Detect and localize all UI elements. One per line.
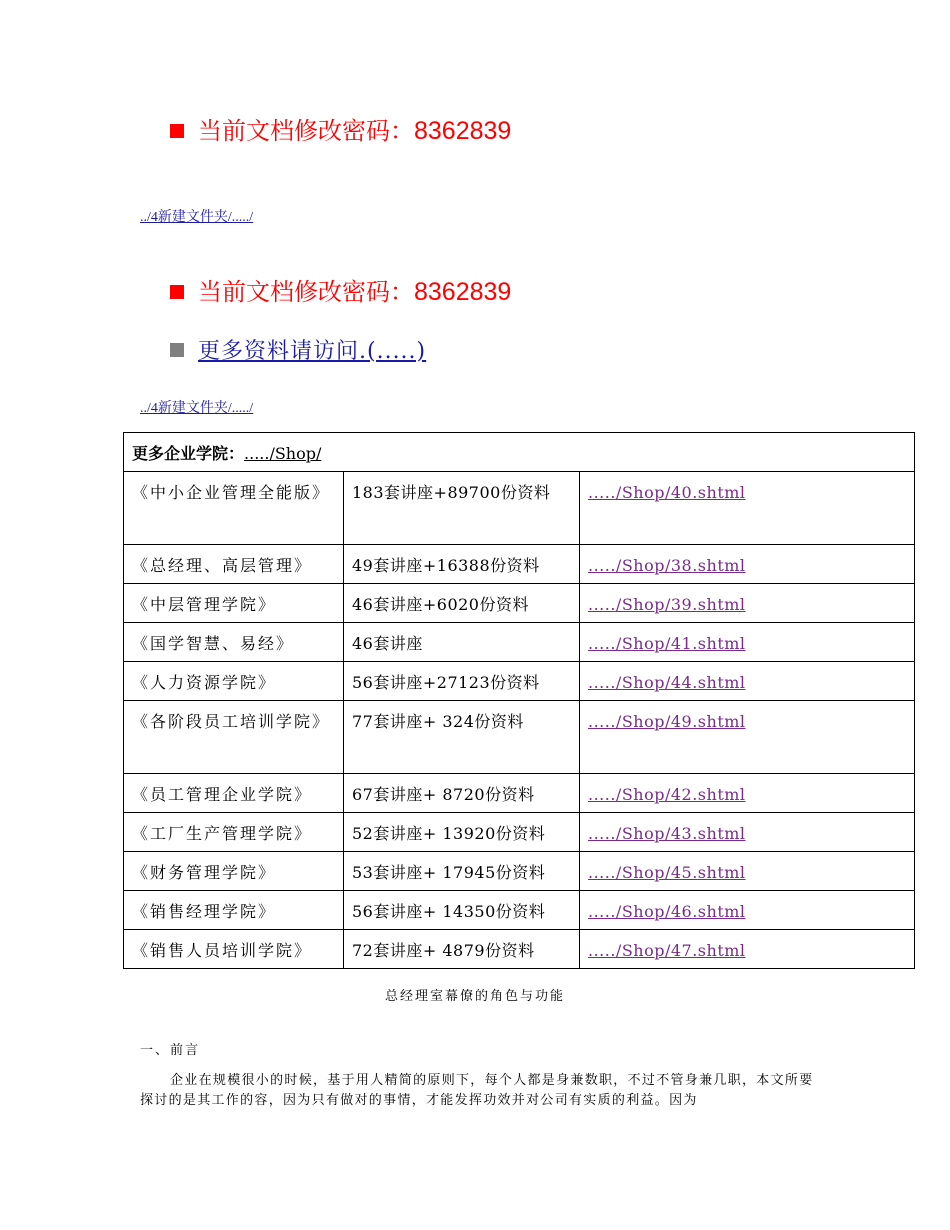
academy-link[interactable]: ...../Shop/49.shtml (588, 712, 746, 731)
password-code: 8362839 (414, 278, 512, 306)
academy-link-cell (580, 774, 915, 813)
shop-link[interactable]: ...../Shop/ (244, 444, 322, 463)
academy-name: 《人力资源学院》 (124, 662, 344, 701)
academy-desc: 52套讲座+ 13920份资料 (344, 813, 580, 852)
table-header-row (124, 433, 915, 472)
password-notice-2 (170, 277, 511, 307)
document-title: 总经理室幕僚的角色与功能 (384, 989, 565, 1004)
academy-link-cell (580, 623, 915, 662)
academy-link[interactable]: ...../Shop/44.shtml (588, 673, 746, 692)
table-row (124, 623, 915, 662)
academy-name: 《财务管理学院》 (124, 852, 344, 891)
password-notice-label: 当前文档修改密码： (198, 278, 414, 306)
table-row (124, 584, 915, 623)
academy-name: 《中层管理学院》 (124, 584, 344, 623)
academy-desc: 46套讲座 (344, 623, 580, 662)
academy-link-cell (580, 701, 915, 774)
academy-name: 《工厂生产管理学院》 (124, 813, 344, 852)
password-code: 8362839 (414, 117, 512, 145)
academy-name: 《员工管理企业学院》 (124, 774, 344, 813)
more-info-line (170, 337, 426, 367)
academy-link[interactable]: ...../Shop/41.shtml (588, 634, 746, 653)
more-info-link[interactable]: 更多资料请访问.(.....) (198, 339, 427, 364)
password-notice-label: 当前文档修改密码： (198, 117, 414, 145)
body-paragraph: 企业在规模很小的时候，基于用人精简的原则下，每个人都是身兼数职，不过不管身兼几职，本文所要探讨的是其工作的容，因为只有做对的事情，才能发挥功效并对公司有实质的利益。因为 (140, 1073, 814, 1108)
academy-name: 《总经理、高层管理》 (124, 545, 344, 584)
academy-link-cell (580, 891, 915, 930)
table-row (124, 930, 915, 969)
academy-name: 《中小企业管理全能版》 (124, 472, 344, 545)
academy-name: 《各阶段员工培训学院》 (124, 701, 344, 774)
table-row (124, 472, 915, 545)
folder-path-link-2[interactable]: ../4新建文件夹/...../ (140, 401, 254, 416)
table-row (124, 701, 915, 774)
academy-desc: 56套讲座+27123份资料 (344, 662, 580, 701)
section-heading: 一、前言 (140, 1043, 201, 1058)
academy-link-cell (580, 545, 915, 584)
password-notice-1 (170, 116, 511, 146)
academy-name: 《销售人员培训学院》 (124, 930, 344, 969)
table-header-label: 更多企业学院： (132, 444, 245, 463)
red-square-bullet-icon (170, 124, 184, 138)
academy-link[interactable]: ...../Shop/45.shtml (588, 863, 746, 882)
academy-link[interactable]: ...../Shop/42.shtml (588, 785, 746, 804)
academy-desc: 56套讲座+ 14350份资料 (344, 891, 580, 930)
academy-desc: 72套讲座+ 4879份资料 (344, 930, 580, 969)
academy-table (123, 432, 915, 969)
academy-link-cell (580, 472, 915, 545)
academy-link-cell (580, 852, 915, 891)
academy-desc: 183套讲座+89700份资料 (344, 472, 580, 545)
red-square-bullet-icon (170, 285, 184, 299)
table-header-cell (124, 433, 915, 472)
academy-link[interactable]: ...../Shop/40.shtml (588, 483, 746, 502)
table-row (124, 852, 915, 891)
academy-desc: 49套讲座+16388份资料 (344, 545, 580, 584)
academy-desc: 53套讲座+ 17945份资料 (344, 852, 580, 891)
academy-link[interactable]: ...../Shop/43.shtml (588, 824, 746, 843)
academy-link[interactable]: ...../Shop/39.shtml (588, 595, 746, 614)
grey-square-bullet-icon (170, 343, 184, 357)
academy-desc: 46套讲座+6020份资料 (344, 584, 580, 623)
table-row (124, 774, 915, 813)
academy-desc: 67套讲座+ 8720份资料 (344, 774, 580, 813)
academy-link[interactable]: ...../Shop/47.shtml (588, 941, 746, 960)
academy-link[interactable]: ...../Shop/46.shtml (588, 902, 746, 921)
academy-link-cell (580, 584, 915, 623)
academy-link-cell (580, 662, 915, 701)
academy-desc: 77套讲座+ 324份资料 (344, 701, 580, 774)
academy-link-cell (580, 930, 915, 969)
table-row (124, 891, 915, 930)
folder-path-link-1[interactable]: ../4新建文件夹/...../ (140, 210, 254, 225)
academy-link[interactable]: ...../Shop/38.shtml (588, 556, 746, 575)
table-row (124, 813, 915, 852)
table-row (124, 545, 915, 584)
academy-name: 《销售经理学院》 (124, 891, 344, 930)
table-row (124, 662, 915, 701)
academy-link-cell (580, 813, 915, 852)
academy-name: 《国学智慧、易经》 (124, 623, 344, 662)
